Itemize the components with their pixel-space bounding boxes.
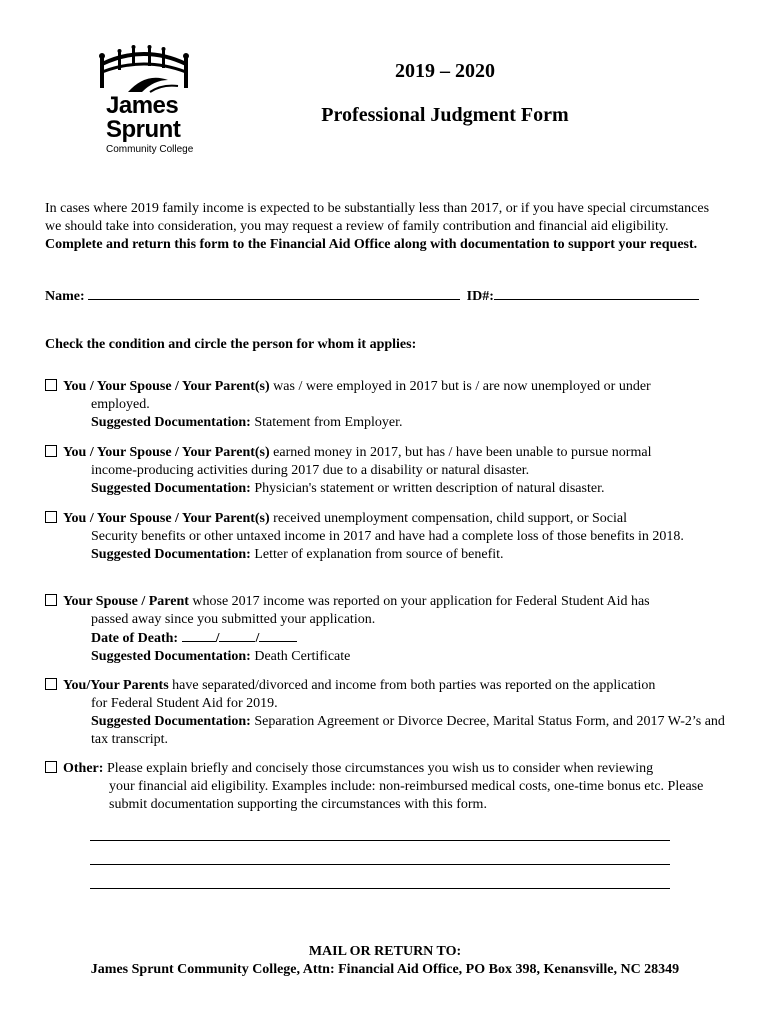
college-logo [98,42,198,160]
condition-persons: Your Spouse / Parent [63,594,189,609]
condition-item [45,677,725,749]
condition-checkbox[interactable] [45,511,57,523]
suggested-documentation-label: Suggested Documentation: [91,547,251,562]
condition-persons: Other: [63,761,104,776]
condition-persons: You/Your Parents [63,678,169,693]
intro-text: In cases where 2019 family income is expected to be substantially less than 2017, or if you have special circumstances we should take into consideration, you may request a review of family contribution and financial aid eligibility. [45,201,710,234]
condition-continuation: Security benefits or other untaxed income in 2017 and have had a complete loss of those benefits in 2018. [91,529,684,544]
condition-text: Please explain briefly and concisely those circumstances you wish us to consider when reviewing [103,761,654,776]
logo-name-line3: Community College [106,144,194,155]
condition-item-other [45,760,725,814]
explanation-line[interactable] [90,888,670,889]
suggested-documentation-text: Death Certificate [250,649,351,664]
suggested-documentation-text: Letter of explanation from source of benefit. [250,547,504,562]
condition-persons: You / Your Spouse / Your Parent(s) [63,379,270,394]
condition-item: Your Spouse / Parent whose 2017 income was reported on your application for Federal Student Aid has passed away since you submitted your application. Date of Death: / / Suggested Documentation: Death Certificate [45,593,725,666]
intro-bold-text: Complete and return this form to the Financial Aid Office along with documentation to support your request. [45,237,698,252]
id-label: ID#: [466,289,494,304]
condition-text: earned money in 2017, but has / have been unable to pursue normal [269,445,652,460]
suggested-documentation-label: Suggested Documentation: [91,714,251,729]
suggested-documentation-label: Suggested Documentation: [91,481,251,496]
form-title: Professional Judgment Form [321,104,569,126]
condition-item [45,444,725,498]
condition-continuation: income-producing activities during 2017 due to a disability or natural disaster. [91,463,530,478]
condition-checkbox[interactable] [45,445,57,457]
death-year-field[interactable] [259,629,297,642]
condition-continuation: for Federal Student Aid for 2019. [91,696,278,711]
name-field[interactable] [88,287,460,300]
suggested-documentation-label: Suggested Documentation: [91,649,251,664]
suggested-documentation-text: Statement from Employer. [250,415,403,430]
intro-paragraph [45,200,725,254]
explanation-line[interactable] [90,840,670,841]
condition-checkbox[interactable] [45,594,57,606]
suggested-documentation-text: Separation Agreement or Divorce Decree, Marital Status Form, and 2017 W-2’s and tax transcript. [91,714,725,747]
condition-text: received unemployment compensation, child support, or Social [269,511,627,526]
explanation-line[interactable] [90,864,670,865]
id-field[interactable] [494,287,699,300]
death-day-field[interactable] [219,629,255,642]
condition-checkbox[interactable] [45,761,57,773]
condition-continuation: passed away since you submitted your application. [91,612,376,627]
suggested-documentation-text: Physician's statement or written description of natural disaster. [250,481,605,496]
condition-text: have separated/divorced and income from both parties was reported on the application [168,678,656,693]
condition-continuation: your financial aid eligibility. Examples include: non-reimbursed medical costs, one-time bonus etc. Please submit documentation supporting the circumstances with this form. [109,779,704,812]
suggested-documentation-label: Suggested Documentation: [91,415,251,430]
death-month-field[interactable] [182,629,216,642]
condition-persons: You / Your Spouse / Your Parent(s) [63,511,270,526]
condition-checkbox[interactable] [45,379,57,391]
condition-text: whose 2017 income was reported on your application for Federal Student Aid has [188,594,650,609]
mail-label: MAIL OR RETURN TO: [308,944,462,959]
condition-text: was / were employed in 2017 but is / are now unemployed or under [269,379,651,394]
name-id-row [45,287,725,305]
condition-continuation: employed. [91,397,150,412]
logo-name-line1: James [106,92,179,119]
condition-item [45,378,725,432]
condition-item [45,510,725,564]
name-label: Name: [45,289,85,304]
academic-years: 2019 – 2020 [395,60,495,82]
logo-name-line2: Sprunt [106,116,181,143]
instructions: Check the condition and circle the person for whom it applies: [45,337,417,352]
condition-persons: You / Your Spouse / Your Parent(s) [63,445,270,460]
mailing-address: James Sprunt Community College, Attn: Financial Aid Office, PO Box 398, Kenansville, NC 28349 [90,962,680,977]
date-of-death-label: Date of Death: [91,631,179,646]
condition-checkbox[interactable] [45,678,57,690]
